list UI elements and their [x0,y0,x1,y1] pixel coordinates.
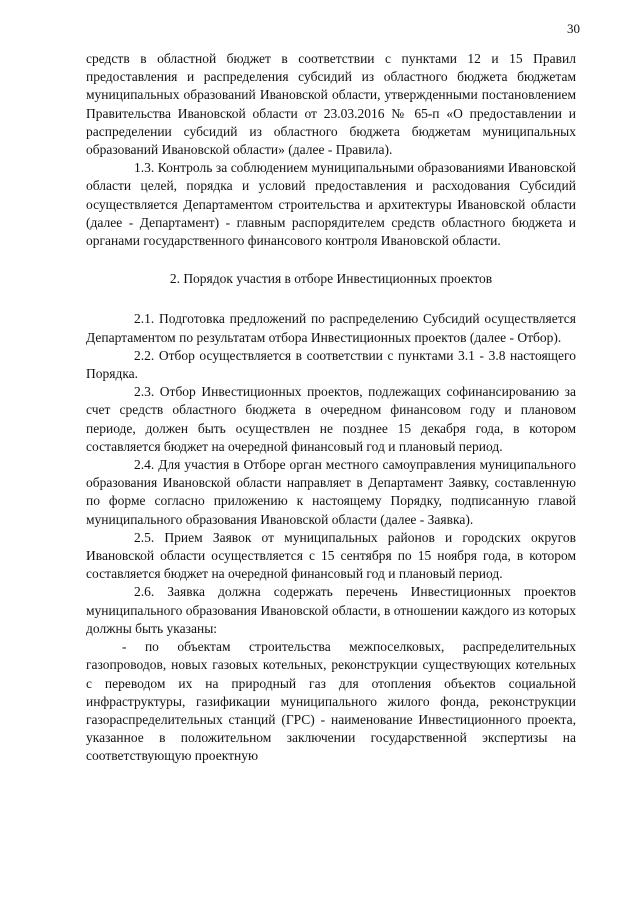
paragraph-2-1: 2.1. Подготовка предложений по распределению Субсидий осуществляется Департаментом по результатам отбора Инвестиционных проектов (далее - Отбор). [86,311,576,345]
list-item-1: - по объектам строительства межпоселковых, распределительных газопроводов, новых газовых котельных, реконструкции существующих котельных с переводом их на природный газ для отопления объектов социальной инфраструктуры, газификации муниципального жилого фонда, реконструкции газораспределительных станций (ГРС) - наименование Инвестиционного проекта, указанное в положительном заключении государственной экспертизы на соответствующую проектную [86,639,576,764]
paragraph-2-3: 2.3. Отбор Инвестиционных проектов, подлежащих софинансированию за счет средств областного бюджета в очередном финансовом году и плановом периоде, должен быть осуществлен не позднее 15 декабря года, в котором составляется бюджет на очередной финансовый год и плановый период. [86,384,576,454]
document-body [86,50,576,766]
page-number: 30 [567,21,580,36]
paragraph-2-6: 2.6. Заявка должна содержать перечень Инвестиционных проектов муниципального образования Ивановской области, в отношении каждого из которых должны быть указаны: [86,584,576,636]
paragraph-2-4: 2.4. Для участия в Отборе орган местного самоуправления муниципального образования Ивановской области направляет в Департамент Заявку, составленную по форме согласно приложению к настоящему Порядку, подписанную главой муниципального образования Ивановской области (далее - Заявка). [86,457,576,527]
paragraph-2-5: 2.5. Прием Заявок от муниципальных районов и городских округов Ивановской области осуществляется с 15 сентября по 15 ноября года, в котором составляется бюджет на очередной финансовый год и плановый период. [86,529,576,582]
paragraph-1-3: 1.3. Контроль за соблюдением муниципальными образованиями Ивановской области целей, порядка и условий предоставления и расходования Субсидий осуществляется Департаментом строительства и архитектуры Ивановской области (далее - Департамент) - главным распорядителем средств областного бюджета и органами государственного финансового контроля Ивановской области. [86,160,576,249]
section-heading: 2. Порядок участия в отборе Инвестиционных проектов [169,271,493,287]
intro-paragraph: средств в областной бюджет в соответствии с пунктами 12 и 15 Правил предоставления и распределения субсидий из областного бюджета бюджетам муниципальных образований Ивановской области, утвержденными постановлением Правительства Ивановской области от 23.03.2016 № 65-п «О предоставлении и распределении субсидий из областного бюджета бюджетам муниципальных образований Ивановской области» (далее - Правила). [86,51,576,158]
paragraph-2-2: 2.2. Отбор осуществляется в соответствии с пунктами 3.1 - 3.8 настоящего Порядка. [86,347,576,382]
